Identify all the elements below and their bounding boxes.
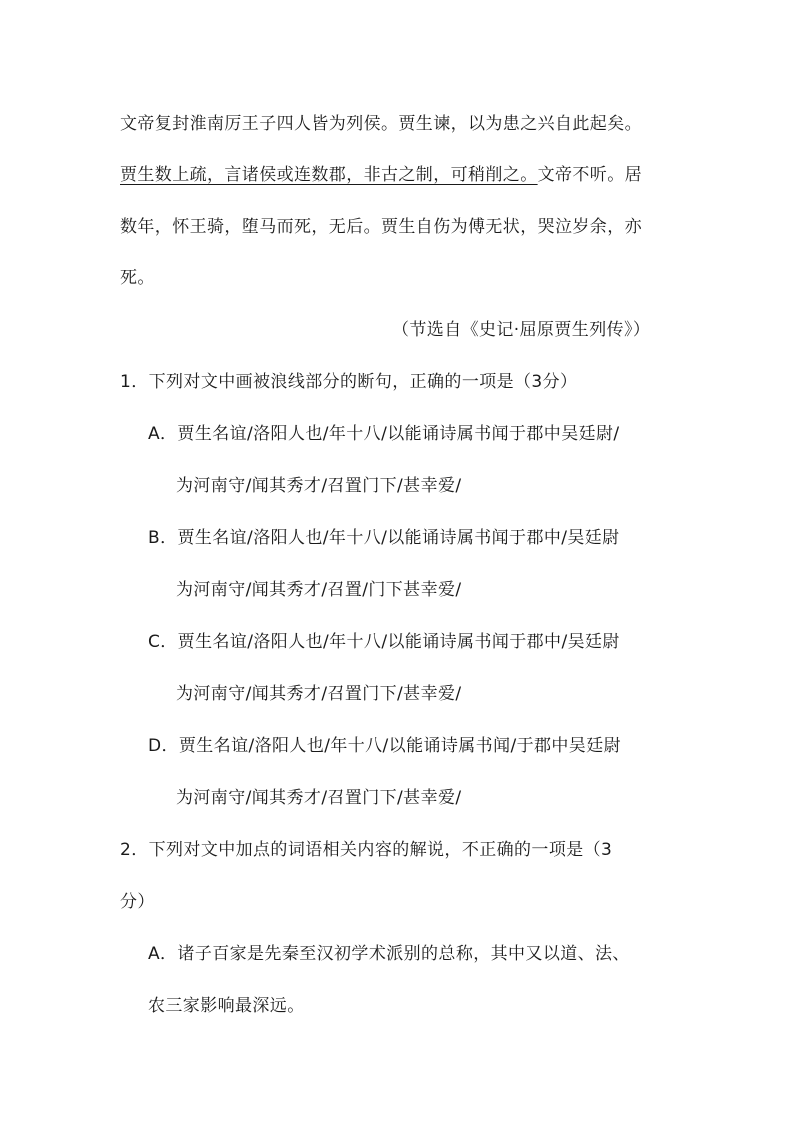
question-1-option-a-line-2: 为河南守/闻其秀才/召置门下/甚幸爱/: [176, 476, 462, 496]
question-1-option-c-line-2: 为河南守/闻其秀才/召置门下/甚幸爱/: [176, 684, 462, 704]
question-1-option-b-line-1: B．贾生名谊/洛阳人也/年十八/以能诵诗属书闻于郡中/吴廷尉: [148, 528, 620, 548]
question-1-option-d-line-1: D．贾生名谊/洛阳人也/年十八/以能诵诗属书闻/于郡中吴廷尉: [148, 736, 621, 756]
question-2-stem-line-2: 分）: [120, 892, 155, 912]
question-1-option-a-line-1: A．贾生名谊/洛阳人也/年十八/以能诵诗属书闻于郡中吴廷尉/: [148, 424, 620, 444]
passage-line-4: 死。: [120, 268, 155, 288]
passage-source: （节选自《史记·屈原贾生列传》）: [392, 320, 651, 340]
question-1-stem: 1．下列对文中画被浪线部分的断句，正确的一项是（3分）: [120, 372, 578, 392]
underlined-sentence: 贾生数上疏，言诸侯或连数郡，非古之制，可稍削之。: [120, 165, 538, 185]
question-2-option-a-line-1: A．诸子百家是先秦至汉初学术派别的总称，其中又以道、法、: [148, 944, 630, 964]
passage-line-1: 文帝复封淮南厉王子四人皆为列侯。贾生谏，以为患之兴自此起矣。: [120, 114, 642, 134]
question-1-option-b-line-2: 为河南守/闻其秀才/召置/门下甚幸爱/: [176, 580, 462, 600]
question-1-option-d-line-2: 为河南守/闻其秀才/召置门下/甚幸爱/: [176, 788, 462, 808]
passage-line-2-rest: 文帝不听。居: [537, 165, 643, 185]
passage-line-3: 数年，怀王骑，堕马而死，无后。贾生自伤为傅无状，哭泣岁余，亦: [120, 217, 642, 237]
question-1-option-c-line-1: C．贾生名谊/洛阳人也/年十八/以能诵诗属书闻于郡中/吴廷尉: [148, 632, 620, 652]
passage-line-2: [120, 163, 642, 187]
question-2-stem-line-1: 2．下列对文中加点的词语相关内容的解说，不正确的一项是（3: [120, 840, 613, 860]
question-2-option-a-line-2: 农三家影响最深远。: [148, 996, 305, 1016]
